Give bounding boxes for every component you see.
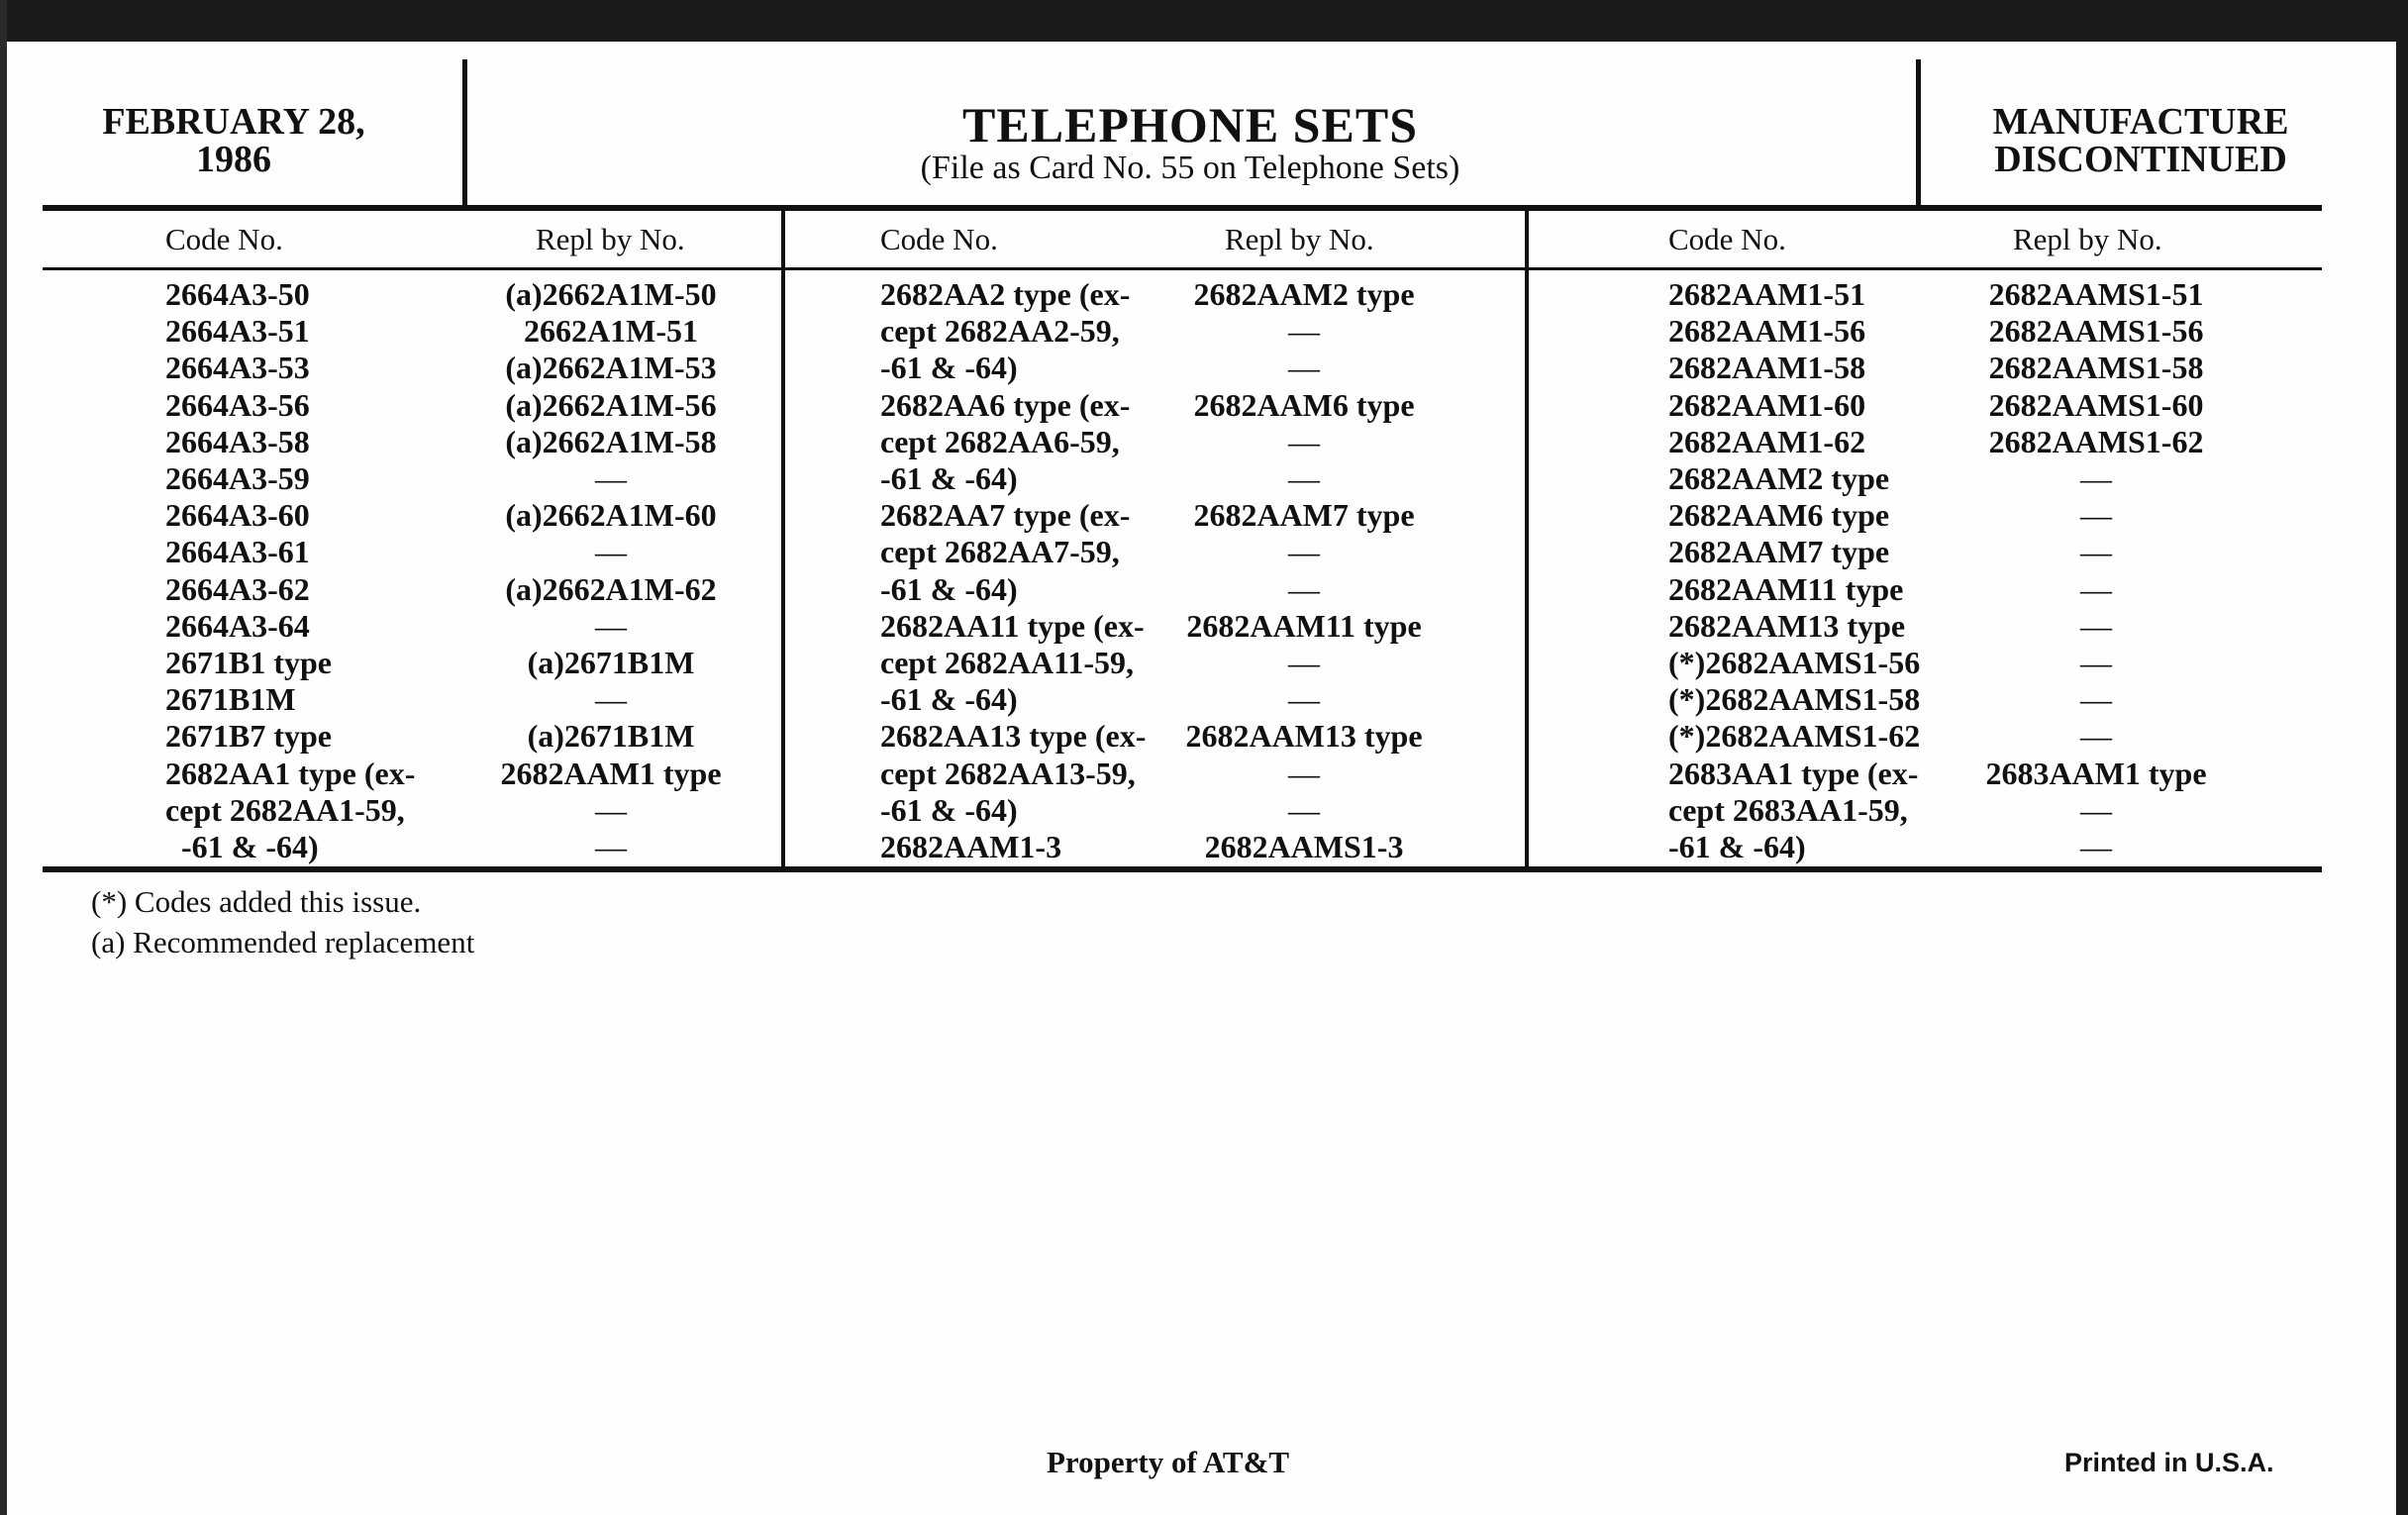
table-cell-code: 2682AAM1-3 [880, 829, 1062, 864]
card-subtitle: (File as Card No. 55 on Telephone Sets) [920, 150, 1460, 186]
table-cell-code: 2682AA7 type (ex- [880, 497, 1131, 534]
table-cell-code: 2664A3-53 [165, 350, 310, 386]
table-cell-replacement: 2682AAM6 type [1193, 386, 1415, 423]
table-cell-replacement: — [1288, 313, 1320, 350]
table-cell-replacement: — [2080, 681, 2112, 718]
table-cell-code: 2682AAM2 type [1668, 460, 1890, 496]
table-cell-code: (*)2682AAMS1-58 [1668, 681, 1921, 718]
table-cell-code: 2664A3-58 [165, 423, 310, 459]
col-header-code-1: Code No. [165, 222, 283, 256]
table-cell-code: 2682AA2 type (ex- [880, 276, 1131, 312]
table-cell-replacement: — [2080, 829, 2112, 864]
table-cell-replacement: 2682AAM1 type [500, 755, 722, 791]
table-cell-replacement: 2683AAM1 type [1985, 755, 2207, 791]
table-cell-code: 2682AA1 type (ex- [165, 755, 416, 791]
table-cell-code: 2682AA6 type (ex- [880, 386, 1131, 423]
table-cell-replacement: 2682AAM11 type [1186, 607, 1422, 644]
table-cell-replacement: — [1288, 350, 1320, 386]
footer-printed: Printed in U.S.A. [2064, 1448, 2274, 1477]
table-cell-code: (*)2682AAMS1-62 [1668, 718, 1921, 755]
table-cell-replacement: (a)2662A1M-62 [505, 570, 717, 607]
issue-date [41, 103, 427, 178]
table-cell-replacement: (a)2662A1M-60 [505, 497, 717, 534]
table-cell-code: 2671B1M [165, 681, 296, 718]
table-cell-replacement: 2682AAM13 type [1185, 718, 1423, 755]
table-cell-code: (*)2682AAMS1-56 [1668, 645, 1921, 680]
table-bottom-rule [43, 866, 2322, 872]
table-cell-replacement: — [595, 607, 627, 644]
table-cell-code: 2664A3-50 [165, 276, 310, 312]
table-cell-replacement: — [2080, 645, 2112, 680]
table-cell-code: 2671B7 type [165, 718, 332, 755]
table-cell-replacement: (a)2671B1M [527, 718, 695, 755]
table-cell-replacement: — [2080, 607, 2112, 644]
column-divider-1 [781, 210, 785, 869]
status-label [1928, 103, 2354, 178]
table-cell-code: cept 2682AA13-59, [880, 755, 1136, 791]
header-divider-right [1916, 59, 1921, 208]
header-rule [43, 205, 2322, 211]
table-cell-code: 2664A3-61 [165, 534, 310, 570]
table-cell-replacement: 2682AAMS1-3 [1204, 829, 1404, 864]
table-cell-replacement: — [2080, 497, 2112, 534]
table-cell-replacement: 2682AAMS1-58 [1988, 350, 2204, 386]
table-cell-replacement: — [1288, 681, 1320, 718]
table-cell-replacement: (a)2671B1M [527, 645, 695, 680]
table-cell-code: 2682AAM7 type [1668, 534, 1890, 570]
table-cell-code: cept 2683AA1-59, [1668, 791, 1908, 828]
table-cell-replacement: 2682AAMS1-60 [1988, 386, 2204, 423]
table-cell-replacement: 2662A1M-51 [524, 313, 698, 350]
table-cell-code: 2682AAM6 type [1668, 497, 1890, 534]
table-cell-replacement: — [2080, 791, 2112, 828]
card-title-block [467, 99, 1913, 186]
table-cell-code: 2682AA13 type (ex- [880, 718, 1147, 755]
table-cell-replacement: — [1288, 755, 1320, 791]
table-cell-code: 2664A3-56 [165, 386, 310, 423]
table-cell-replacement: — [1288, 645, 1320, 680]
scan-top-border [0, 0, 2408, 42]
table-cell-replacement: 2682AAMS1-56 [1988, 313, 2204, 350]
table-cell-code: -61 & -64) [880, 791, 1018, 828]
table-cell-replacement: (a)2662A1M-53 [505, 350, 717, 386]
table-cell-replacement: — [595, 829, 627, 864]
status-line2: DISCONTINUED [1994, 139, 2287, 180]
table-cell-code: cept 2682AA7-59, [880, 534, 1120, 570]
status-line1: MANUFACTURE [1992, 101, 2289, 143]
issue-date-line1: FEBRUARY 28, [102, 101, 365, 143]
table-cell-code: 2682AAM1-58 [1668, 350, 1866, 386]
table-cell-code: 2682AAM11 type [1668, 570, 1904, 607]
footer-property: Property of AT&T [1047, 1445, 1290, 1479]
column-header-rule [43, 267, 2322, 270]
note-codes-added: (*) Codes added this issue. [91, 884, 422, 919]
table-cell-replacement: — [595, 681, 627, 718]
table-cell-code: 2682AA11 type (ex- [880, 607, 1145, 644]
table-cell-replacement: 2682AAMS1-62 [1988, 423, 2204, 459]
table-cell-replacement: — [1288, 534, 1320, 570]
table-cell-code: -61 & -64) [880, 350, 1018, 386]
table-cell-replacement: — [595, 534, 627, 570]
table-cell-replacement: — [595, 460, 627, 496]
table-cell-code: cept 2682AA2-59, [880, 313, 1120, 350]
table-cell-replacement: (a)2662A1M-58 [505, 423, 717, 459]
reference-card [7, 42, 2396, 1515]
table-cell-replacement: (a)2662A1M-56 [505, 386, 717, 423]
table-cell-code: 2664A3-62 [165, 570, 310, 607]
table-cell-code: cept 2682AA1-59, [165, 791, 405, 828]
table-cell-code: -61 & -64) [880, 460, 1018, 496]
scan-right-border [2396, 0, 2408, 1515]
table-cell-replacement: — [1288, 570, 1320, 607]
table-cell-code: 2682AAM1-51 [1668, 276, 1866, 312]
col-header-repl-1: Repl by No. [536, 222, 685, 256]
table-cell-code: -61 & -64) [1668, 829, 1806, 864]
table-cell-code: 2682AAM1-60 [1668, 386, 1866, 423]
card-title: TELEPHONE SETS [962, 97, 1418, 152]
table-cell-replacement: 2682AAMS1-51 [1988, 276, 2204, 312]
table-cell-code: 2682AAM1-56 [1668, 313, 1866, 350]
table-cell-code: -61 & -64) [880, 570, 1018, 607]
table-cell-code: 2682AAM13 type [1668, 607, 1906, 644]
table-cell-code: 2664A3-59 [165, 460, 310, 496]
col-header-repl-2: Repl by No. [1225, 222, 1374, 256]
table-cell-replacement: 2682AAM7 type [1193, 497, 1415, 534]
issue-date-line2: 1986 [196, 139, 271, 180]
table-cell-replacement: — [1288, 423, 1320, 459]
table-cell-code: 2664A3-51 [165, 313, 310, 350]
table-cell-code: -61 & -64) [880, 681, 1018, 718]
table-cell-code: -61 & -64) [165, 829, 319, 864]
table-cell-replacement: 2682AAM2 type [1193, 276, 1415, 312]
table-cell-code: 2683AA1 type (ex- [1668, 755, 1919, 791]
table-cell-replacement: — [2080, 570, 2112, 607]
table-cell-code: 2664A3-60 [165, 497, 310, 534]
col-header-repl-3: Repl by No. [2013, 222, 2162, 256]
column-divider-2 [1525, 210, 1529, 869]
table-cell-replacement: — [2080, 718, 2112, 755]
table-cell-replacement: — [1288, 460, 1320, 496]
table-cell-code: cept 2682AA6-59, [880, 423, 1120, 459]
table-cell-replacement: — [1288, 791, 1320, 828]
table-cell-replacement: — [2080, 460, 2112, 496]
table-cell-replacement: — [595, 791, 627, 828]
table-cell-code: cept 2682AA11-59, [880, 645, 1134, 680]
scan-left-border [0, 0, 7, 1515]
note-recommended: (a) Recommended replacement [91, 925, 475, 960]
table-cell-code: 2682AAM1-62 [1668, 423, 1866, 459]
table-cell-replacement: — [2080, 534, 2112, 570]
table-cell-replacement: (a)2662A1M-50 [505, 276, 717, 312]
table-cell-code: 2671B1 type [165, 645, 332, 680]
col-header-code-2: Code No. [880, 222, 998, 256]
table-cell-code: 2664A3-64 [165, 607, 310, 644]
col-header-code-3: Code No. [1668, 222, 1786, 256]
